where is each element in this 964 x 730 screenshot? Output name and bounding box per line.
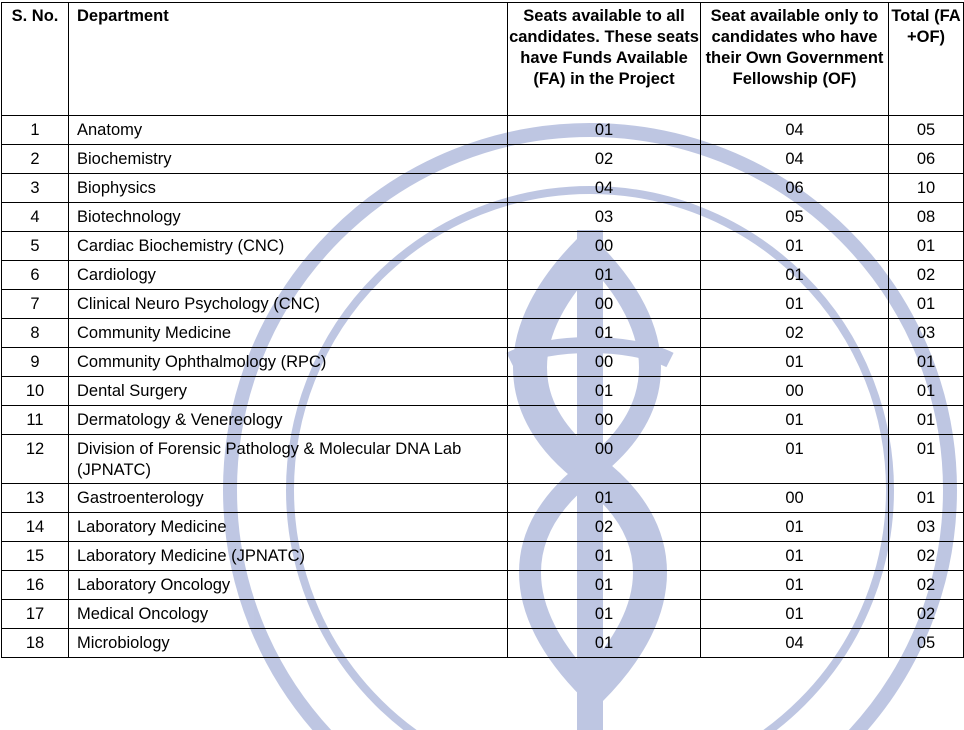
row-of-seats: 01 [701, 232, 889, 261]
row-fa-seats: 01 [508, 261, 701, 290]
row-department: Laboratory Medicine (JPNATC) [69, 542, 508, 571]
header-department: Department [69, 3, 508, 116]
row-sno: 13 [2, 484, 69, 513]
header-sno: S. No. [2, 3, 69, 116]
row-fa-seats: 00 [508, 435, 701, 484]
table-row [2, 484, 964, 513]
table-row [2, 406, 964, 435]
row-department: Dental Surgery [69, 377, 508, 406]
row-of-seats: 04 [701, 629, 889, 658]
row-sno: 17 [2, 600, 69, 629]
row-fa-seats: 02 [508, 145, 701, 174]
row-of-seats: 04 [701, 145, 889, 174]
row-total: 02 [889, 261, 964, 290]
row-department: Dermatology & Venereology [69, 406, 508, 435]
row-department: Biochemistry [69, 145, 508, 174]
row-department: Community Medicine [69, 319, 508, 348]
row-fa-seats: 00 [508, 348, 701, 377]
row-of-seats: 00 [701, 484, 889, 513]
seat-matrix-table [1, 2, 964, 658]
row-of-seats: 01 [701, 406, 889, 435]
row-department: Laboratory Oncology [69, 571, 508, 600]
table-row [2, 513, 964, 542]
row-fa-seats: 01 [508, 600, 701, 629]
row-department: Gastroenterology [69, 484, 508, 513]
header-fa-seats: Seats available to all candidates. These seats have Funds Available (FA) in the Project [508, 3, 701, 116]
row-sno: 2 [2, 145, 69, 174]
table-row [2, 203, 964, 232]
row-sno: 1 [2, 116, 69, 145]
row-department: Biotechnology [69, 203, 508, 232]
table-row [2, 290, 964, 319]
table-row [2, 319, 964, 348]
row-total: 02 [889, 571, 964, 600]
row-total: 03 [889, 319, 964, 348]
row-fa-seats: 00 [508, 406, 701, 435]
row-sno: 7 [2, 290, 69, 319]
row-fa-seats: 01 [508, 629, 701, 658]
row-department: Division of Forensic Pathology & Molecular DNA Lab (JPNATC) [69, 435, 508, 484]
row-fa-seats: 01 [508, 377, 701, 406]
row-fa-seats: 01 [508, 484, 701, 513]
table-row [2, 174, 964, 203]
row-department: Biophysics [69, 174, 508, 203]
row-fa-seats: 01 [508, 319, 701, 348]
row-department: Clinical Neuro Psychology (CNC) [69, 290, 508, 319]
table-row [2, 232, 964, 261]
row-sno: 11 [2, 406, 69, 435]
row-sno: 9 [2, 348, 69, 377]
row-sno: 14 [2, 513, 69, 542]
table-row [2, 629, 964, 658]
table-row [2, 116, 964, 145]
table-body [2, 116, 964, 658]
row-total: 01 [889, 484, 964, 513]
row-sno: 15 [2, 542, 69, 571]
row-fa-seats: 00 [508, 232, 701, 261]
table-row [2, 261, 964, 290]
row-of-seats: 01 [701, 290, 889, 319]
row-sno: 10 [2, 377, 69, 406]
table-row [2, 542, 964, 571]
row-of-seats: 01 [701, 261, 889, 290]
row-sno: 4 [2, 203, 69, 232]
row-total: 01 [889, 290, 964, 319]
row-total: 05 [889, 629, 964, 658]
row-total: 08 [889, 203, 964, 232]
row-of-seats: 04 [701, 116, 889, 145]
row-total: 01 [889, 232, 964, 261]
row-department: Anatomy [69, 116, 508, 145]
row-of-seats: 01 [701, 600, 889, 629]
table-row [2, 377, 964, 406]
row-department: Cardiac Biochemistry (CNC) [69, 232, 508, 261]
row-fa-seats: 00 [508, 290, 701, 319]
row-total: 01 [889, 348, 964, 377]
header-total: Total (FA +OF) [889, 3, 964, 116]
row-of-seats: 01 [701, 435, 889, 484]
row-department: Cardiology [69, 261, 508, 290]
row-of-seats: 05 [701, 203, 889, 232]
header-of-seats: Seat available only to candidates who have their Own Government Fellowship (OF) [701, 3, 889, 116]
row-of-seats: 00 [701, 377, 889, 406]
table-row [2, 600, 964, 629]
row-total: 02 [889, 542, 964, 571]
row-total: 02 [889, 600, 964, 629]
row-total: 03 [889, 513, 964, 542]
row-fa-seats: 02 [508, 513, 701, 542]
row-total: 10 [889, 174, 964, 203]
row-of-seats: 06 [701, 174, 889, 203]
row-fa-seats: 01 [508, 571, 701, 600]
row-department: Medical Oncology [69, 600, 508, 629]
row-of-seats: 01 [701, 348, 889, 377]
row-fa-seats: 01 [508, 116, 701, 145]
row-total: 05 [889, 116, 964, 145]
table-header-row [2, 3, 964, 116]
row-sno: 3 [2, 174, 69, 203]
row-sno: 16 [2, 571, 69, 600]
row-fa-seats: 04 [508, 174, 701, 203]
row-sno: 8 [2, 319, 69, 348]
table-row [2, 348, 964, 377]
row-fa-seats: 01 [508, 542, 701, 571]
row-of-seats: 01 [701, 571, 889, 600]
row-department: Laboratory Medicine [69, 513, 508, 542]
row-total: 06 [889, 145, 964, 174]
table-row [2, 571, 964, 600]
row-department: Microbiology [69, 629, 508, 658]
table-row [2, 435, 964, 484]
row-fa-seats: 03 [508, 203, 701, 232]
row-of-seats: 01 [701, 542, 889, 571]
row-department: Community Ophthalmology (RPC) [69, 348, 508, 377]
row-sno: 6 [2, 261, 69, 290]
row-of-seats: 02 [701, 319, 889, 348]
table-row [2, 145, 964, 174]
row-sno: 5 [2, 232, 69, 261]
row-of-seats: 01 [701, 513, 889, 542]
row-sno: 12 [2, 435, 69, 484]
row-total: 01 [889, 406, 964, 435]
row-total: 01 [889, 377, 964, 406]
row-total: 01 [889, 435, 964, 484]
row-sno: 18 [2, 629, 69, 658]
